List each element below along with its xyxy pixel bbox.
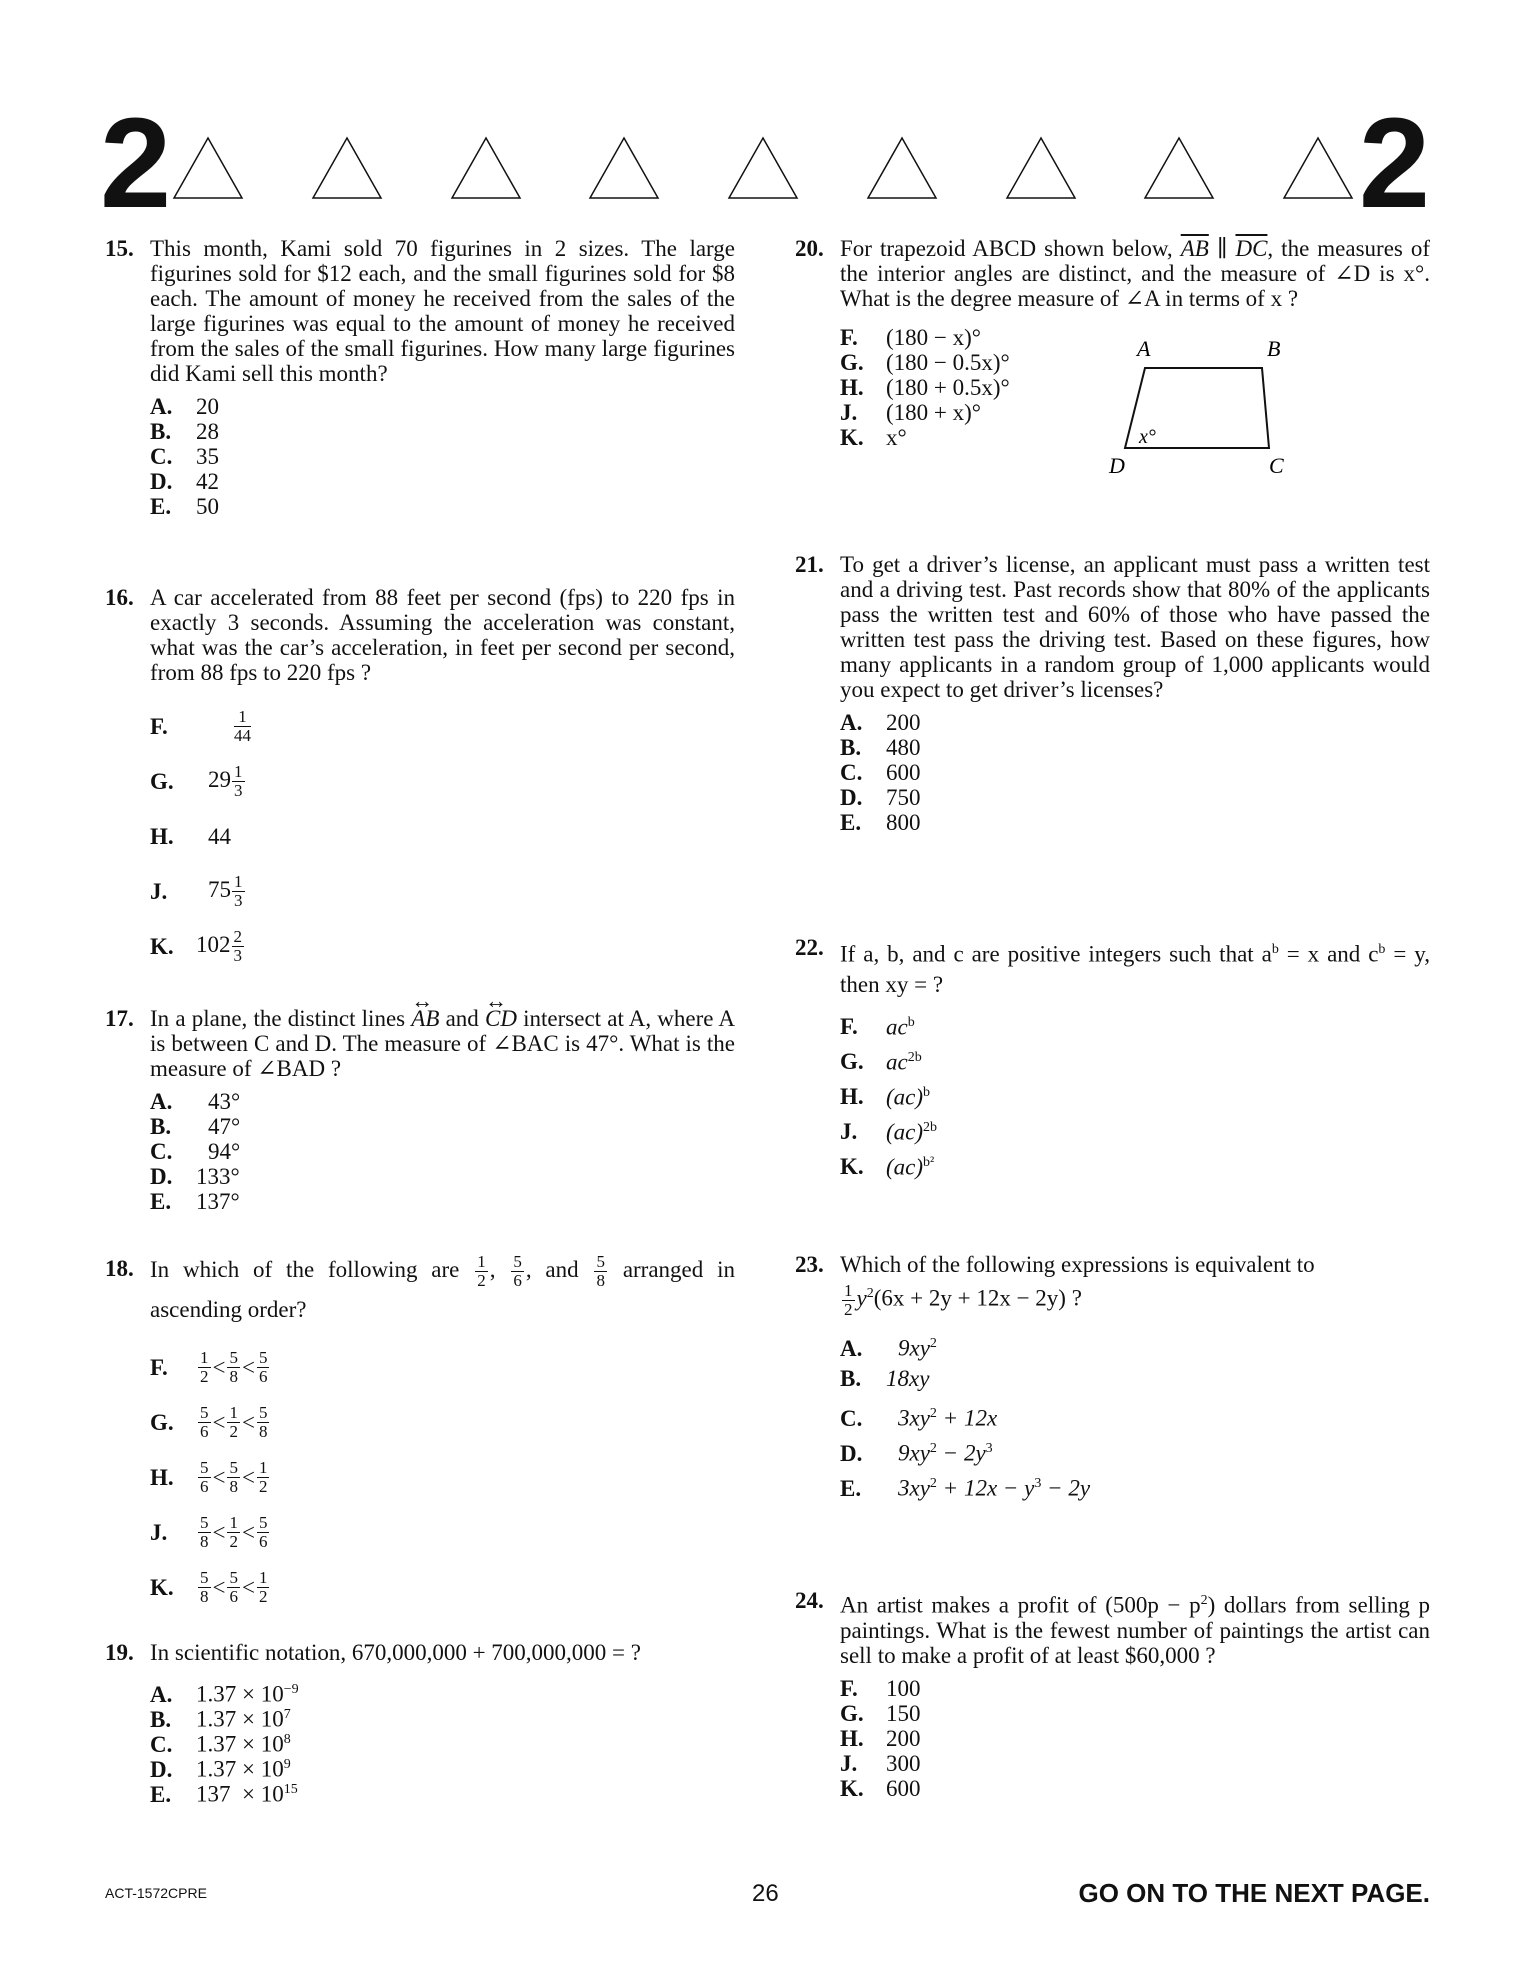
answer-option[interactable]: F. (180 − x)°	[840, 325, 981, 350]
triangle-icon	[727, 136, 799, 200]
question-stem: In scientific notation, 670,000,000 + 700,000,000 = ?	[150, 1640, 641, 1665]
question-number: 18.	[105, 1256, 134, 1281]
answer-option[interactable]: D. $1.37 \times 10^9$	[150, 1756, 291, 1782]
answer-option[interactable]: C. 600	[840, 760, 921, 785]
question-number: 24.	[795, 1588, 824, 1613]
answer-option[interactable]: G. $\frac{5}{6}$ < $\frac{1}{2}$ < $\frac{5}{8}$	[150, 1403, 268, 1442]
answer-option[interactable]: F. 100	[840, 1675, 921, 1701]
question-17	[105, 1006, 735, 1214]
triangle-icon	[1143, 136, 1215, 200]
answer-option[interactable]: E. $137 \times 10^{15}$	[150, 1781, 298, 1807]
question-24	[795, 1588, 1430, 1801]
answer-option[interactable]: J. (180 + x)°	[840, 400, 981, 425]
answer-option[interactable]: K. 600	[840, 1775, 921, 1801]
answer-option[interactable]: J. (ac)$^{2b}$	[840, 1119, 938, 1145]
section-header	[100, 92, 1430, 235]
question-18	[105, 1250, 735, 1615]
answer-options	[150, 1677, 735, 1807]
answer-options	[840, 1676, 1430, 1801]
question-number: 19.	[105, 1640, 134, 1665]
answer-option[interactable]: H. $\frac{5}{6}$ < $\frac{5}{8}$ < $\frac{1}{2}$	[150, 1458, 268, 1497]
question-19	[105, 1640, 735, 1807]
vertex-label-b: B	[1267, 336, 1281, 361]
answer-options	[840, 710, 1430, 835]
answer-option[interactable]: K. 102 $\frac{2}{3}$	[150, 927, 242, 965]
answer-options	[840, 1010, 1430, 1185]
question-number: 20.	[795, 236, 824, 261]
question-stem: If a, b, and c are positive integers such that $a^b = x$ and $c^b = y$, then xy = ?	[840, 941, 1431, 997]
triangle-icon	[588, 136, 660, 200]
answer-option[interactable]: C. $1.37 \times 10^8$	[150, 1731, 291, 1757]
question-stem: Which of the following expressions is equivalent to $\frac{1}{2}$ $y^2(6x + 2y + 12x - 2y)$ ?	[840, 1252, 1315, 1319]
question-21	[795, 552, 1430, 835]
question-number: 15.	[105, 236, 134, 261]
question-16	[105, 585, 735, 974]
answer-options	[150, 1089, 735, 1214]
answer-option[interactable]: D. 133°	[150, 1164, 240, 1189]
answer-option[interactable]: H. (ac)$^b$	[840, 1084, 931, 1110]
question-stem: For trapezoid ABCD shown below, $\overline{AB}$ ∥ $\overline{DC}$, the measures of the interior angles are distinct, and the measure of ∠D is x°. What is the degree measure of ∠A in terms of x ?	[840, 236, 1431, 311]
question-15	[105, 236, 735, 519]
answer-option[interactable]: K. x°	[840, 425, 907, 450]
section-number-left: 2	[100, 92, 172, 235]
answer-option[interactable]: A. 20	[150, 394, 219, 419]
answer-option[interactable]: F. $\frac{1}{44}$	[150, 707, 251, 745]
vertex-label-a: A	[1137, 336, 1151, 361]
form-code: ACT-1572CPRE	[105, 1885, 207, 1901]
answer-option[interactable]: B. 18xy	[840, 1365, 930, 1391]
page-number: 26	[752, 1880, 779, 1907]
question-23	[795, 1252, 1430, 1506]
answer-option[interactable]: K. (ac)$^{b^2}$	[840, 1154, 935, 1180]
triangle-icon	[1005, 136, 1077, 200]
answer-option[interactable]: J. $\frac{5}{8}$ < $\frac{1}{2}$ < $\frac{5}{6}$	[150, 1513, 268, 1552]
answer-option[interactable]: D. 42	[150, 469, 219, 494]
triangle-icon	[866, 136, 938, 200]
answer-option[interactable]: B. $1.37 \times 10^7$	[150, 1706, 291, 1732]
question-stem: In a plane, the distinct lines ↔ AB and ↔ CD intersect at A, where A is between C and D. The measure of ∠BAC is 47°. What is the measure of ∠BAD ?	[150, 1006, 735, 1081]
question-number: 22.	[795, 935, 824, 960]
trapezoid-figure	[1105, 336, 1305, 478]
triangle-icon	[450, 136, 522, 200]
answer-option[interactable]: K. $\frac{5}{8}$ < $\frac{5}{6}$ < $\frac{1}{2}$	[150, 1568, 268, 1607]
answer-option[interactable]: H. (180 + 0.5x)°	[840, 375, 1010, 400]
answer-option[interactable]: G. (180 − 0.5x)°	[840, 350, 1010, 375]
question-20	[795, 236, 1431, 478]
section-number-right: 2	[1358, 92, 1430, 235]
answer-option[interactable]: E. 50	[150, 494, 219, 519]
question-stem: In which of the following are $\frac{1}{2}$ , $\frac{5}{6}$ , and $\frac{5}{8}$ arranged in ascending order?	[150, 1252, 735, 1323]
answer-option[interactable]: A. 43°	[150, 1089, 241, 1114]
triangle-icon	[172, 136, 244, 200]
answer-option[interactable]: F. $\frac{1}{2}$ < $\frac{5}{8}$ < $\frac{5}{6}$	[150, 1348, 268, 1387]
next-page-instruction: GO ON TO THE NEXT PAGE.	[1078, 1878, 1430, 1908]
answer-options	[840, 1331, 1430, 1506]
question-stem: An artist makes a profit of $(500p - p^2)$ dollars from selling p paintings. What is the fewest number of paintings the artist can sell to make a profit of at least $60,000 ?	[840, 1592, 1431, 1668]
answer-option[interactable]: A. 200	[840, 710, 921, 735]
answer-option[interactable]: H. 44	[150, 824, 231, 849]
angle-label: x°	[1139, 426, 1156, 448]
answer-option[interactable]: J. 75 $\frac{1}{3}$	[150, 872, 243, 910]
answer-option[interactable]: C. 35	[150, 444, 219, 469]
question-stem: To get a driver’s license, an applicant must pass a written test and a driving test. Past records show that 80% of the applicants pass the written test and 60% of those who have passed the written test pass the driving test. Based on these figures, how many applicants in a random group of 1,000 applicants would you expect to get driver’s licenses?	[840, 552, 1430, 702]
question-number: 23.	[795, 1252, 824, 1277]
answer-option[interactable]: E. 800	[840, 810, 921, 835]
answer-options	[150, 699, 735, 974]
answer-option[interactable]: G. 150	[840, 1700, 921, 1726]
answer-option[interactable]: C. 94°	[150, 1139, 241, 1164]
answer-option[interactable]: B. 28	[150, 419, 219, 444]
question-number: 16.	[105, 585, 134, 610]
answer-option[interactable]: A. $9xy^2$	[840, 1335, 937, 1361]
answer-option[interactable]: B. 47°	[150, 1114, 241, 1139]
answer-option[interactable]: D. 750	[840, 785, 921, 810]
answer-option[interactable]: A. $1.37 \times 10^{-9}$	[150, 1681, 299, 1707]
answer-option[interactable]: J. 300	[840, 1750, 921, 1776]
answer-option[interactable]: C. $3xy^2 + 12x$	[840, 1405, 998, 1431]
answer-option[interactable]: G. $ac^{2b}$	[840, 1049, 922, 1075]
question-number: 17.	[105, 1006, 134, 1031]
vertex-label-c: C	[1269, 453, 1284, 478]
question-stem: This month, Kami sold 70 figurines in 2 sizes. The large figurines sold for $12 each, and the small figurines sold for $8 each. The amount of money he received from the sales of the large figurines was equal to the amount of money he received from the sales of the small figurines. How many large figurines did Kami sell this month?	[150, 236, 735, 386]
question-22	[795, 935, 1430, 1185]
answer-option[interactable]: B. 480	[840, 735, 921, 760]
answer-option[interactable]: G. 29 $\frac{1}{3}$	[150, 762, 243, 800]
triangle-icon	[311, 136, 383, 200]
answer-option[interactable]: E. $3xy^2 + 12x - y^3 - 2y$	[840, 1475, 1091, 1501]
question-number: 21.	[795, 552, 824, 577]
question-stem: A car accelerated from 88 feet per second (fps) to 220 fps in exactly 3 seconds. Assuming the acceleration was constant, what was the car’s acceleration, in feet per second per second, from 88 fps to 220 fps ?	[150, 585, 735, 685]
answer-option[interactable]: E. 137°	[150, 1189, 240, 1214]
triangle-icon	[1282, 136, 1354, 200]
answer-option[interactable]: F. $ac^b$	[840, 1014, 915, 1040]
answer-option[interactable]: H. 200	[840, 1725, 921, 1751]
answer-options	[150, 394, 735, 519]
vertex-label-d: D	[1109, 453, 1125, 478]
answer-options	[150, 1340, 735, 1615]
answer-option[interactable]: D. $9xy^2 - 2y^3$	[840, 1440, 993, 1466]
